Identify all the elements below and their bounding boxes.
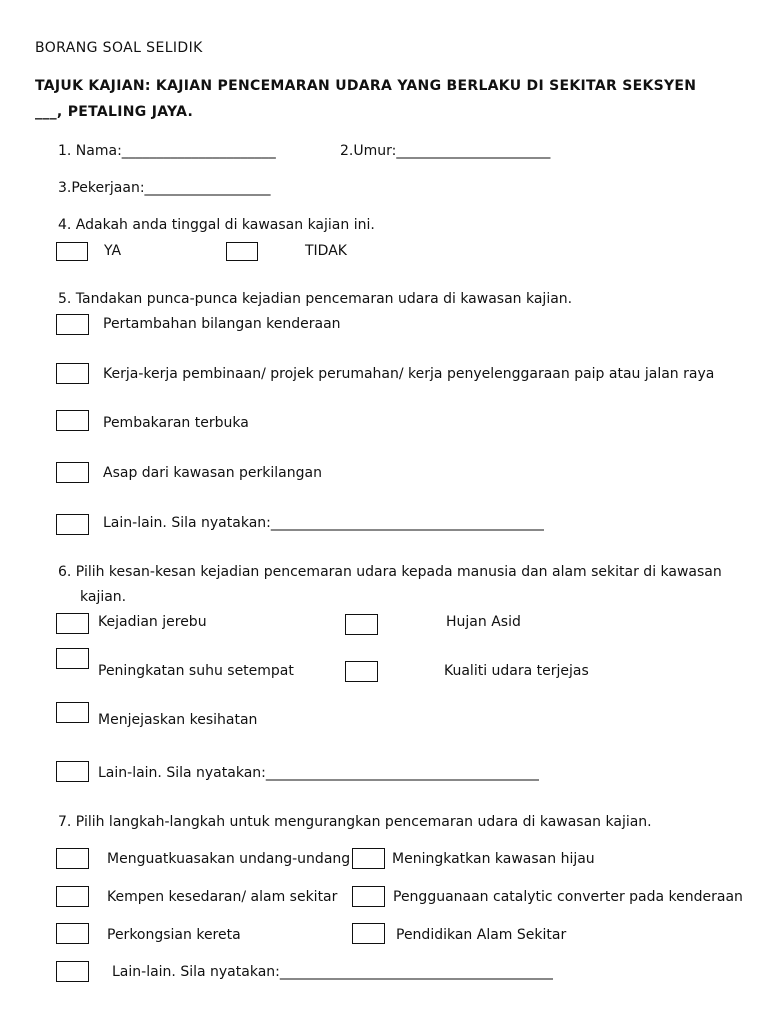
checkbox-q7-opt5[interactable] — [56, 923, 89, 944]
q6-option-3: Peningkatan suhu setempat — [98, 663, 294, 679]
checkbox-q7-opt1[interactable] — [56, 848, 89, 869]
form-title-line1: TAJUK KAJIAN: KAJIAN PENCEMARAN UDARA YANG BERLAKU DI SEKITAR SEKSYEN — [35, 78, 697, 94]
question-3-occupation: 3.Pekerjaan:__________________ — [58, 180, 271, 196]
checkbox-q5-opt2[interactable] — [56, 363, 89, 384]
checkbox-q6-opt6[interactable] — [56, 761, 89, 782]
q6-option-5: Menjejaskan kesihatan — [98, 712, 258, 728]
checkbox-q6-opt1[interactable] — [56, 613, 89, 634]
q7-option-7-other: Lain-lain. Sila nyatakan:_______________________________________ — [112, 964, 553, 980]
form-title-line2: ___, PETALING JAYA. — [35, 104, 194, 120]
question-1-name: 1. Nama:______________________ — [58, 143, 276, 159]
checkbox-q6-opt3[interactable] — [56, 648, 89, 669]
q5-option-3: Pembakaran terbuka — [103, 415, 249, 431]
checkbox-q5-opt1[interactable] — [56, 314, 89, 335]
q5-option-2: Kerja-kerja pembinaan/ projek perumahan/ kerja penyelenggaraan paip atau jalan raya — [103, 366, 715, 382]
checkbox-q4-ya[interactable] — [56, 242, 88, 261]
checkbox-q7-opt4[interactable] — [352, 886, 385, 907]
question-4: 4. Adakah anda tinggal di kawasan kajian ini. — [58, 217, 375, 233]
checkbox-q6-opt4[interactable] — [345, 661, 378, 682]
checkbox-q4-tidak[interactable] — [226, 242, 258, 261]
form-header: BORANG SOAL SELIDIK — [35, 40, 203, 56]
q4-option-ya: YA — [104, 243, 122, 259]
checkbox-q7-opt6[interactable] — [352, 923, 385, 944]
q7-option-2: Meningkatkan kawasan hijau — [392, 851, 595, 867]
question-5: 5. Tandakan punca-punca kejadian pencemaran udara di kawasan kajian. — [58, 291, 573, 307]
q7-option-5: Perkongsian kereta — [107, 927, 241, 943]
q5-option-4: Asap dari kawasan perkilangan — [103, 465, 322, 481]
q7-option-4: Pengguanaan catalytic converter pada kenderaan — [393, 889, 743, 905]
checkbox-q5-opt4[interactable] — [56, 462, 89, 483]
q7-option-6: Pendidikan Alam Sekitar — [396, 927, 567, 943]
q7-option-1: Menguatkuasakan undang-undang — [107, 851, 351, 867]
q5-option-5-other: Lain-lain. Sila nyatakan:_______________________________________ — [103, 515, 544, 531]
checkbox-q7-opt2[interactable] — [352, 848, 385, 869]
q6-option-1: Kejadian jerebu — [98, 614, 207, 630]
q6-option-2: Hujan Asid — [446, 614, 521, 630]
question-2-age: 2.Umur:______________________ — [340, 143, 551, 159]
checkbox-q7-opt3[interactable] — [56, 886, 89, 907]
checkbox-q5-opt3[interactable] — [56, 410, 89, 431]
q4-option-tidak: TIDAK — [305, 243, 347, 259]
question-6-line1: 6. Pilih kesan-kesan kejadian pencemaran udara kepada manusia dan alam sekitar di kawasan — [58, 564, 722, 580]
question-7: 7. Pilih langkah-langkah untuk mengurangkan pencemaran udara di kawasan kajian. — [58, 814, 652, 830]
q7-option-3: Kempen kesedaran/ alam sekitar — [107, 889, 338, 905]
checkbox-q5-opt5[interactable] — [56, 514, 89, 535]
checkbox-q6-opt5[interactable] — [56, 702, 89, 723]
checkbox-q6-opt2[interactable] — [345, 614, 378, 635]
q6-option-6-other: Lain-lain. Sila nyatakan:_______________________________________ — [98, 765, 539, 781]
checkbox-q7-opt7[interactable] — [56, 961, 89, 982]
q6-option-4: Kualiti udara terjejas — [444, 663, 589, 679]
q5-option-1: Pertambahan bilangan kenderaan — [103, 316, 341, 332]
question-6-line2: kajian. — [80, 589, 127, 605]
